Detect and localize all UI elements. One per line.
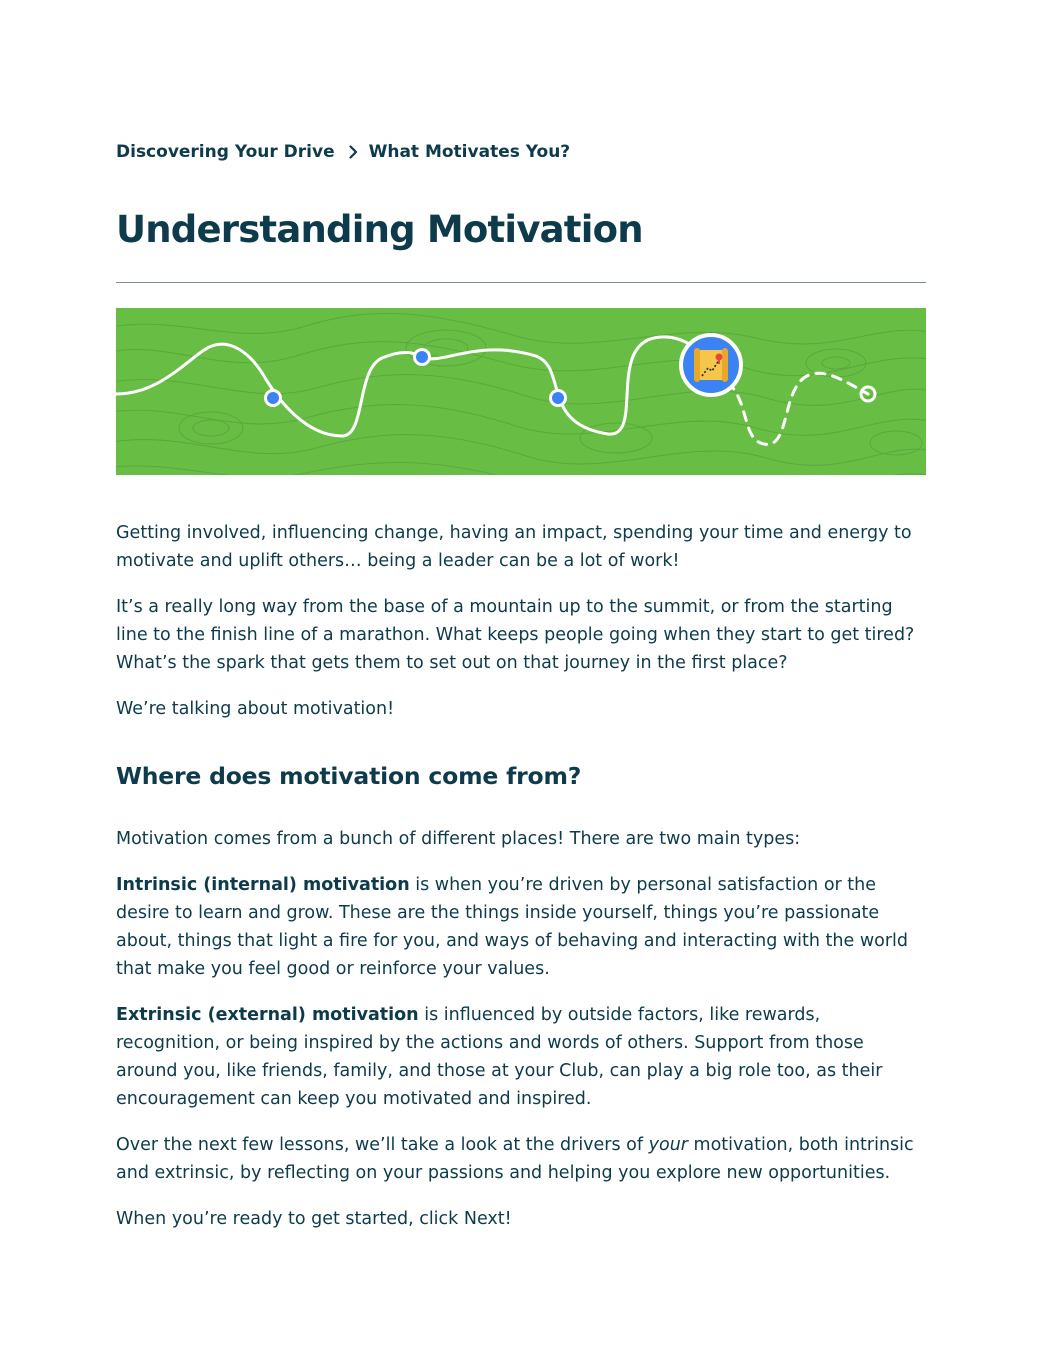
types-intro-paragraph: Motivation comes from a bunch of different places! There are two main types: [116, 829, 801, 849]
closing-paragraph: When you’re ready to get started, click Next! [116, 1209, 512, 1229]
next-lessons-text-after: motivation, both intrinsic and extrinsic, by reflecting on your passions and helping you explore new opportunities. [116, 1135, 914, 1183]
next-lessons-text-before: Over the next few lessons, we’ll take a look at the drivers of [116, 1135, 649, 1155]
breadcrumb-parent-link[interactable]: Discovering Your Drive [116, 142, 335, 162]
intrinsic-term: Intrinsic (internal) motivation [116, 875, 410, 895]
intro-paragraph-3: We’re talking about motivation! [116, 699, 395, 719]
extrinsic-paragraph [116, 1001, 926, 1113]
breadcrumb-current-link[interactable]: What Motivates You? [368, 142, 571, 162]
journey-path-illustration [116, 308, 926, 475]
milestone-point-3 [551, 391, 566, 406]
treasure-map-icon [681, 335, 741, 395]
section-heading: Where does motivation come from? [116, 762, 582, 790]
extrinsic-term: Extrinsic (external) motivation [116, 1005, 419, 1025]
title-divider [116, 282, 926, 283]
next-lessons-paragraph [116, 1131, 926, 1187]
chevron-right-icon [343, 142, 363, 162]
next-lessons-emphasis: your [648, 1135, 688, 1155]
milestone-point-2 [415, 350, 430, 365]
breadcrumb [116, 142, 570, 162]
intrinsic-text: is when you’re driven by personal satisfaction or the desire to learn and grow. These are the things inside yourself, things you’re passionate about, things that light a fire for you, and ways of behaving and interacting with the world that make you feel good or reinforce your values. [116, 875, 909, 979]
intro-paragraph-1: Getting involved, influencing change, having an impact, spending your time and energy to motivate and uplift others… being a leader can be a lot of work! [116, 523, 912, 571]
lesson-content [116, 519, 926, 1251]
milestone-point-1 [266, 391, 281, 406]
extrinsic-text: is influenced by outside factors, like rewards, recognition, or being inspired by the actions and words of others. Support from those around you, like friends, family, and those at your Club, can play a big role too, as their encouragement can keep you motivated and inspired. [116, 1005, 883, 1109]
intrinsic-paragraph [116, 871, 926, 983]
page-title: Understanding Motivation [116, 208, 643, 251]
intro-paragraph-2: It’s a really long way from the base of a mountain up to the summit, or from the starting line to the finish line of a marathon. What keeps people going when they start to get tired? What’s the spark that gets them to set out on that journey in the first place? [116, 597, 915, 673]
journey-banner [116, 308, 926, 475]
